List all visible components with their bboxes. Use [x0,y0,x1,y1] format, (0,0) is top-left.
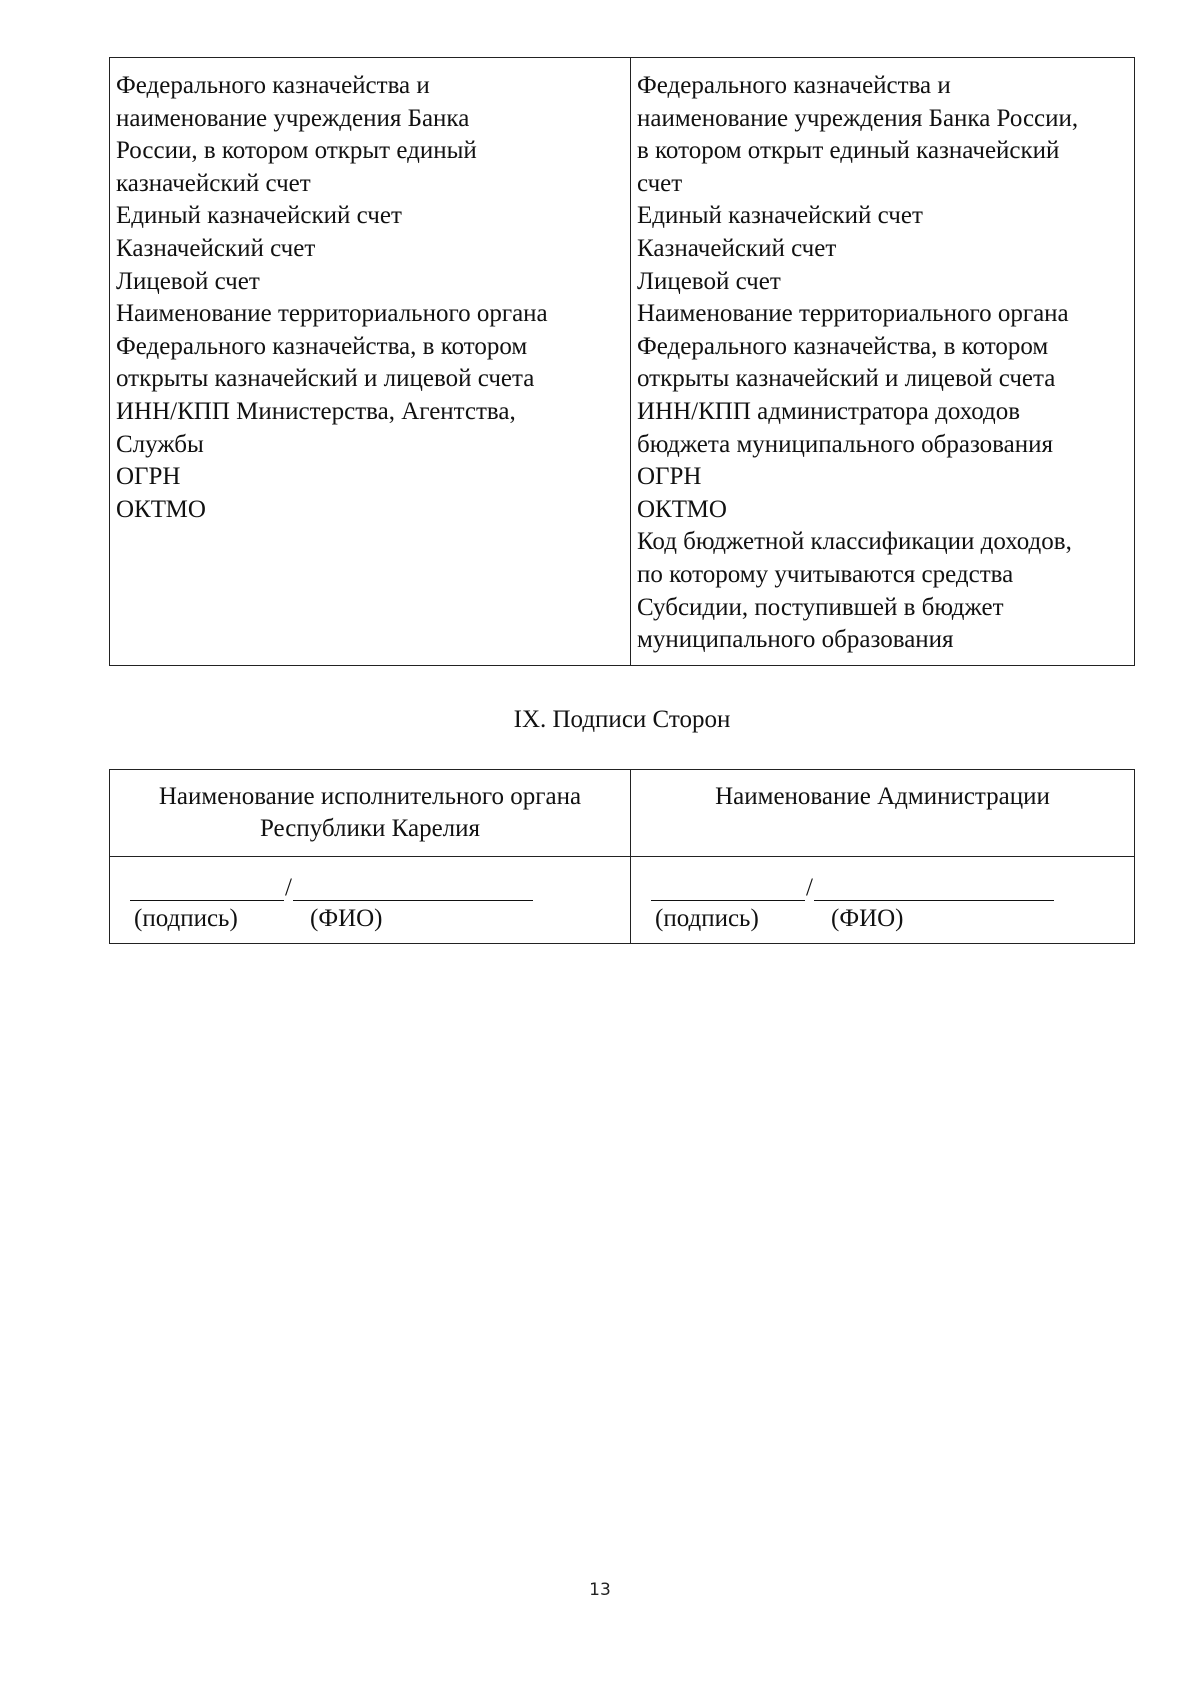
left-line: наименование учреждения Банка [116,104,470,132]
left-line: Наименование территориального органа [116,300,548,328]
requisites-row [110,58,1135,666]
right-line: Единый казначейский счет [637,202,923,230]
right-line: ОГРН [637,463,702,491]
section-heading: IX. Подписи Сторон [513,705,731,733]
left-line: открыты казначейский и лицевой счета [116,365,535,393]
signatures-header-row [110,769,1135,856]
left-name-blank [293,874,533,901]
right-line: ОКТМО [637,495,727,523]
right-signature-blank [651,874,805,901]
right-line: муниципального образования [637,626,954,654]
right-line: в котором открыт единый казначейский [637,137,1060,165]
right-line: Федерального казначейства и [637,72,951,99]
right-line: Код бюджетной классификации доходов, [637,528,1072,556]
left-slash: / [285,873,292,901]
right-line: Субсидии, поступившей в бюджет [637,593,1004,621]
right-line: Лицевой счет [637,267,781,295]
left-party-header [110,769,631,856]
left-line: Федерального казначейства и [116,72,430,99]
left-line: ОКТМО [116,495,206,523]
left-signature-cell [110,856,631,944]
right-party-header [631,769,1135,856]
left-line: Единый казначейский счет [116,202,402,230]
right-line: ИНН/КПП администратора доходов [637,397,1021,425]
right-party-header-text: Наименование Администрации [715,782,1050,810]
left-line: Лицевой счет [116,267,260,295]
right-signature-line [651,871,1128,901]
right-name-blank [814,874,1054,901]
left-line: Федерального казначейства, в котором [116,332,528,360]
right-line: счет [637,169,683,197]
right-line: наименование учреждения Банка России, [637,104,1079,132]
page-number: 13 [589,1580,611,1600]
left-line: Казначейский счет [116,234,316,262]
left-name-caption: (ФИО) [310,904,383,932]
right-name-caption: (ФИО) [831,904,904,932]
left-party-header-line2: Республики Карелия [259,815,481,843]
right-line: Федерального казначейства, в котором [637,332,1049,360]
right-signature-caption: (подпись) [655,904,759,932]
requisites-table [109,57,1135,666]
left-captions [134,903,624,936]
right-signature-cell [631,856,1135,944]
signatures-sign-row [110,856,1135,944]
left-line: Службы [116,430,204,458]
right-captions [655,903,1128,936]
left-line: казначейский счет [116,169,311,197]
right-line: Наименование территориального органа [637,300,1069,328]
document-page [109,57,1135,944]
right-line: открыты казначейский и лицевой счета [637,365,1056,393]
right-line: Казначейский счет [637,234,837,262]
requisites-left-cell [110,58,631,666]
requisites-right-cell [631,58,1135,666]
right-line: по которому учитываются средства [637,560,1014,588]
left-line: России, в котором открыт единый [116,137,477,165]
left-signature-blank [130,874,284,901]
left-line: ОГРН [116,463,181,491]
right-slash: / [806,873,813,901]
right-line: бюджета муниципального образования [637,430,1054,458]
signatures-table [109,769,1135,945]
left-signature-caption: (подпись) [134,904,238,932]
left-party-header-line1: Наименование исполнительного органа [158,782,582,810]
left-line: ИНН/КПП Министерства, Агентства, [116,397,516,425]
left-signature-line [130,871,624,901]
